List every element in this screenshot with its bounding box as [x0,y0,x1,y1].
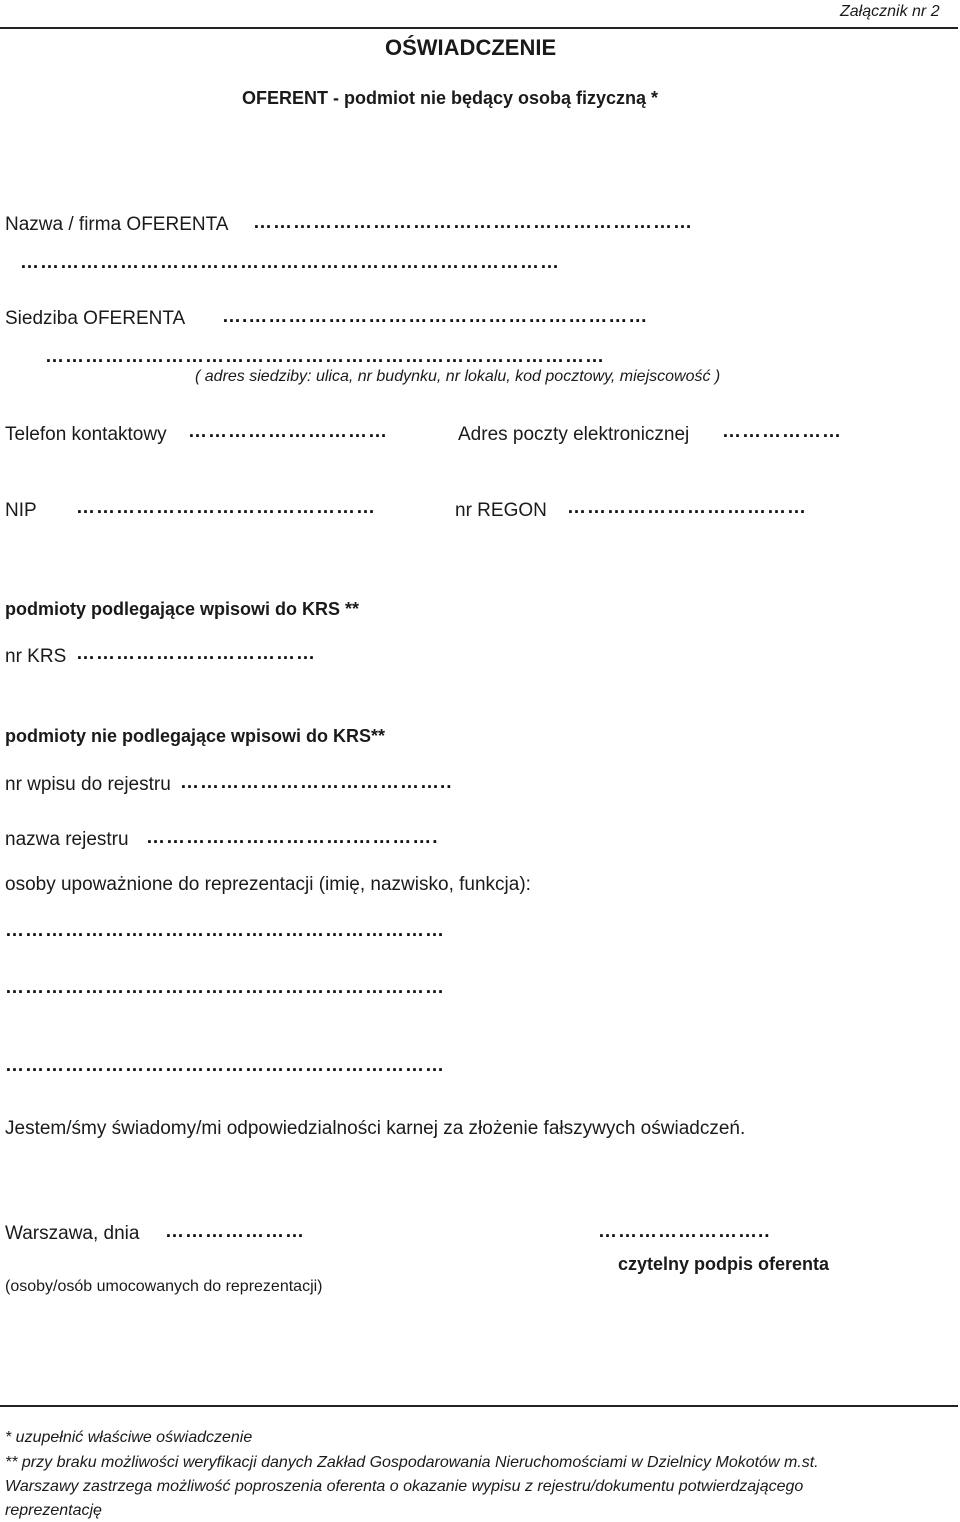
date-field[interactable]: ………………… [165,1221,305,1242]
annex-label: Załącznik nr 2 [840,3,940,20]
email-label: Adres poczty elektronicznej [458,424,690,445]
non-krs-heading: podmioty nie podlegające wpisowi do KRS** [5,726,386,746]
nip-field[interactable]: ……………………………………… [76,497,376,518]
seat-field[interactable]: ….…………………………………………………… [222,306,649,327]
document-subtitle: OFERENT - podmiot nie będący osobą fizyczną * [242,88,659,108]
phone-label: Telefon kontaktowy [5,424,167,445]
footnote-2-line-1: ** przy braku możliwości weryfikacji danych Zakład Gospodarowania Nieruchomościami w Dzielnicy Mokotów m.st. [5,1454,819,1471]
signature-field[interactable]: …………………….. [598,1221,771,1242]
seat-field-line2[interactable]: ………………………………………………………………………… [45,346,605,367]
representative-field-3[interactable]: ………………………………………………………… [5,1055,445,1076]
phone-field[interactable]: ………………………… [188,421,388,442]
header-rule [0,27,958,29]
place-date-label: Warszawa, dnia [5,1223,140,1244]
footnote-1: * uzupełnić właściwe oświadczenie [5,1429,253,1446]
regon-field[interactable]: ……………………………… [567,497,807,518]
register-number-field[interactable]: ………………………………….. [180,772,453,793]
krs-heading: podmioty podlegające wpisowi do KRS ** [5,599,360,619]
signature-label: czytelny podpis oferenta [618,1254,830,1274]
footnote-2-line-3: reprezentację [5,1502,102,1519]
seat-label: Siedziba OFERENTA [5,308,186,329]
declaration-text: Jestem/śmy świadomy/mi odpowiedzialności karnej za złożenie fałszywych oświadczeń. [5,1118,746,1139]
company-name-field[interactable]: ………………………………………………………… [253,212,693,233]
seat-hint: ( adres siedziby: ulica, nr budynku, nr lokalu, kod pocztowy, miejscowość ) [195,368,721,385]
document-title: OŚWIADCZENIE [385,35,557,60]
representatives-label: osoby upoważnione do reprezentacji (imię, nazwisko, funkcja): [5,874,531,895]
nip-label: NIP [5,500,37,521]
regon-label: nr REGON [455,500,547,521]
krs-label: nr KRS [5,646,67,667]
register-number-label: nr wpisu do rejestru [5,774,171,795]
representative-field-2[interactable]: ………………………………………………………… [5,977,445,998]
footer-rule [0,1405,958,1407]
company-name-field-line2[interactable]: ……………………………………………………………………… [20,252,560,273]
register-name-label: nazwa rejestru [5,829,129,850]
footnote-2-line-2: Warszawy zastrzega możliwość poproszenia oferenta o okazanie wypisu z rejestru/dokumentu potwierdzającego [5,1478,804,1495]
email-field[interactable]: ……………… [722,421,842,442]
signature-note: (osoby/osób umocowanych do reprezentacji) [5,1278,323,1295]
register-name-field[interactable]: ………………………….…………. [146,827,439,848]
company-name-label: Nazwa / firma OFERENTA [5,214,229,235]
representative-field-1[interactable]: ………………………………………………………… [5,920,445,941]
krs-field[interactable]: ……………………………… [76,643,316,664]
